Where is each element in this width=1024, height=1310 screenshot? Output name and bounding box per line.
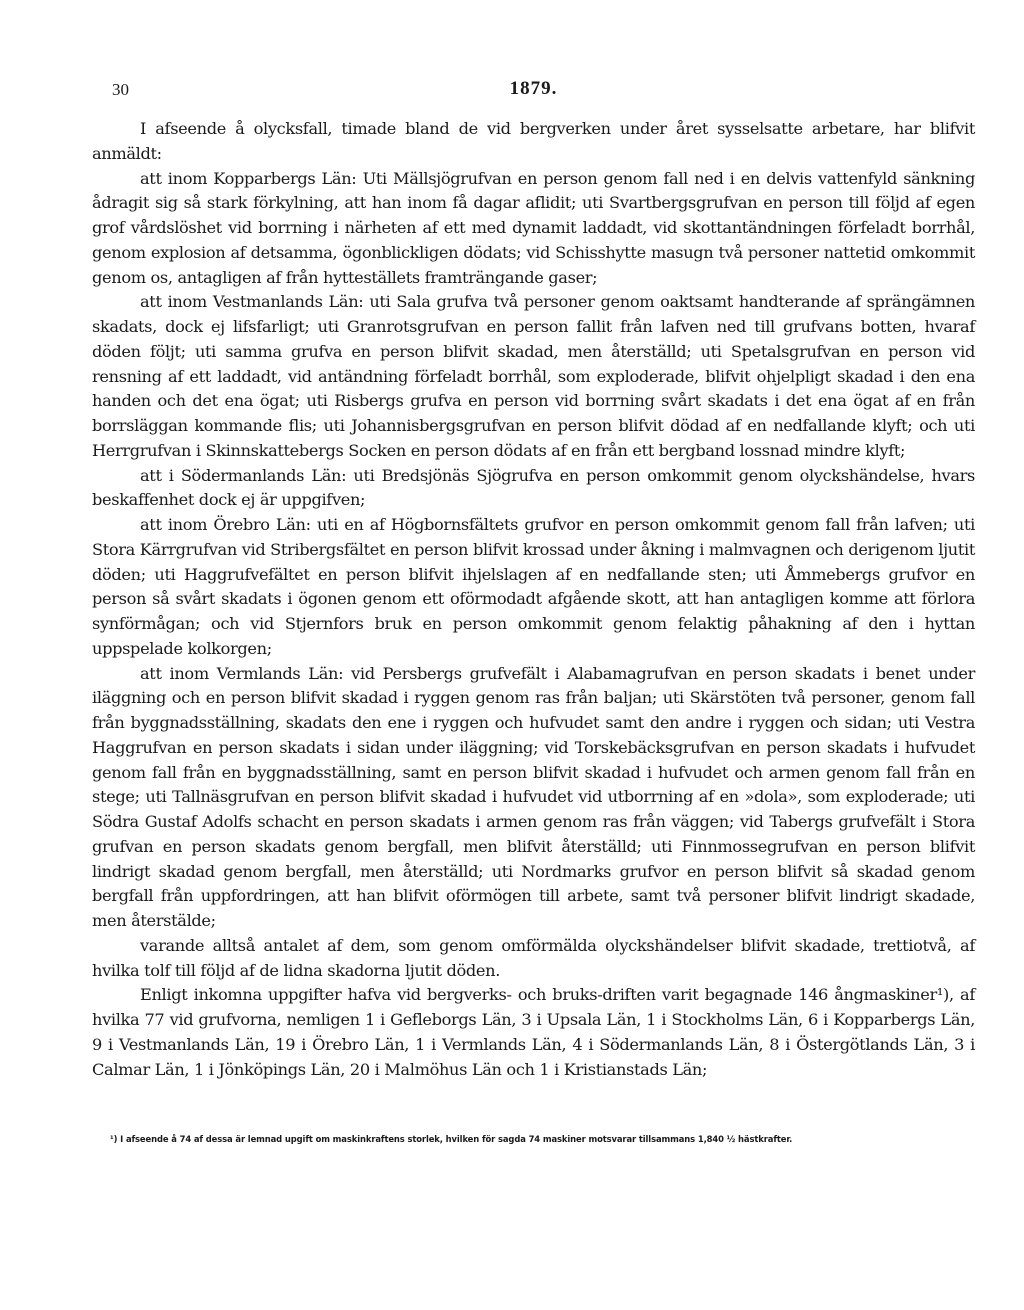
- paragraph-intro: I afseende å olycksfall, timade bland de vid bergverken under året sysselsatte arbetare, har blifvit anmäldt:: [92, 119, 975, 163]
- paragraph-kopparberg: att inom Kopparbergs Län: Uti Mällsjögrufvan en person genom fall ned i en delvis vattenfyld sänkning ådragit sig så stark förkylning, att han inom få dagar aflidit; uti Svartbergsgrufvan en person till följd af egen grof vårdslöshet vid borrning i närheten af ett med dynamit laddadt, vid skottantändningen förfeladt borrhål, genom explosion af detsamma, ögonblickligen dödats; vid Schisshytte masugn två personer nattetid omkommit genom os, antagligen af från hytteställets framträngande gaser;: [92, 168, 975, 287]
- paragraph-vestmanland: att inom Vestmanlands Län: uti Sala grufva två personer genom oaktsamt handterande af sprängämnen skadats, dock ej lifsfarligt; uti Granrotsgrufvan en person fallit från lafven ned till grufvans botten, hvaraf döden följt; uti samma grufva en person blifvit skadad, men återställd; uti Spetalsgrufvan en person vid rensning af ett laddadt, vid antändning förfeladt borrhål, som exploderade, blifvit ohjelpligt skadad i den ena handen och det ena ögat; uti Risbergs grufva en person vid borrning svårt skadats i det ena ögat af en från borrsläggan kommande flis; uti Johannisbergsgrufvan en person blifvit dödad af en nedfallande klyft; och uti Herrgrufvan i Skinnskattebergs Socken en person dödats af en från ett bergband lossnad mindre klyft;: [92, 292, 975, 460]
- paragraph-vermland: att inom Vermlands Län: vid Persbergs grufvefält i Alabamagrufvan en person skadats i benet under iläggning och en person blifvit skadad i ryggen genom ras från baljan; uti Skärstöten två personer, genom fall från byggnadsställning, skadats den ene i ryggen och hufvudet samt den andre i ryggen och sidan; uti Vestra Haggrufvan en person skadats i sidan under iläggning; vid Torskebäcksgrufvan en person skadats i hufvudet genom fall från en byggnadsställning, samt en person blifvit skadad i hufvudet och armen genom fall från en stege; uti Tallnäsgrufvan en person blifvit skadad i hufvudet vid utborrning af en »dola», som exploderade; uti Södra Gustaf Adolfs schacht en person skadats i armen genom ras från väggen; vid Tabergs grufvefält i Stora grufvan en person skadats genom bergfall, men blifvit återställd; uti Finnmossegrufvan en person blifvit lindrigt skadad genom bergfall, men återställd; uti Nordmarks grufvor en person blifvit så skadad genom bergfall från uppfordringen, att han blifvit oförmögen till arbete, samt två personer blifvit lindrigt skadade, men återstälde;: [92, 663, 975, 930]
- paragraph-sodermanland: att i Södermanlands Län: uti Bredsjönäs Sjögrufva en person omkommit genom olyckshändelse, hvars beskaffenhet dock ej är uppgifven;: [92, 465, 975, 510]
- body-text: [92, 117, 975, 1082]
- page-header: [92, 80, 975, 104]
- running-title-year: 1879.: [509, 78, 558, 99]
- paragraph-summary: varande alltså antalet af dem, som genom omförmälda olyckshändelser blifvit skadade, trettiotvå, af hvilka tolf till följd af de lidna skadorna ljutit döden.: [92, 935, 975, 980]
- paragraph-steam-engines: Enligt inkomna uppgifter hafva vid bergverks- och bruks-driften varit begagnade 146 ångmaskiner¹), af hvilka 77 vid grufvorna, nemligen 1 i Gefleborgs Län, 3 i Upsala Län, 1 i Stockholms Län, 6 i Kopparbergs Län, 9 i Vestmanlands Län, 19 i Örebro Län, 1 i Vermlands Län, 4 i Södermanlands Län, 8 i Östergötlands Län, 3 i Calmar Län, 1 i Jönköpings Län, 20 i Malmöhus Län och 1 i Kristianstads Län;: [92, 985, 975, 1079]
- footnote: ¹) I afseende å 74 af dessa är lemnad upgift om maskinkraftens storlek, hvilken för sagda 74 maskiner motsvarar tillsammans 1,840 ½ hästkrafter.: [110, 1134, 793, 1144]
- paragraph-orebro: att inom Örebro Län: uti en af Högbornsfältets grufvor en person omkommit genom fall från lafven; uti Stora Kärrgrufvan vid Stribergsfältet en person blifvit krossad under åkning i malmvagnen och derigenom ljutit döden; uti Haggrufvefältet en person blifvit ihjelslagen af en nedfallande sten; uti Åmmebergs grufvor en person så svårt skadats i ögonen genom ett oförmodadt afgående skott, att han antagligen komme att förlora synförmågan; och vid Stjernfors bruk en person omkommit genom felaktig påhakning af den i hyttan uppspelade kolkorgen;: [92, 515, 975, 658]
- page-number: 30: [112, 80, 129, 99]
